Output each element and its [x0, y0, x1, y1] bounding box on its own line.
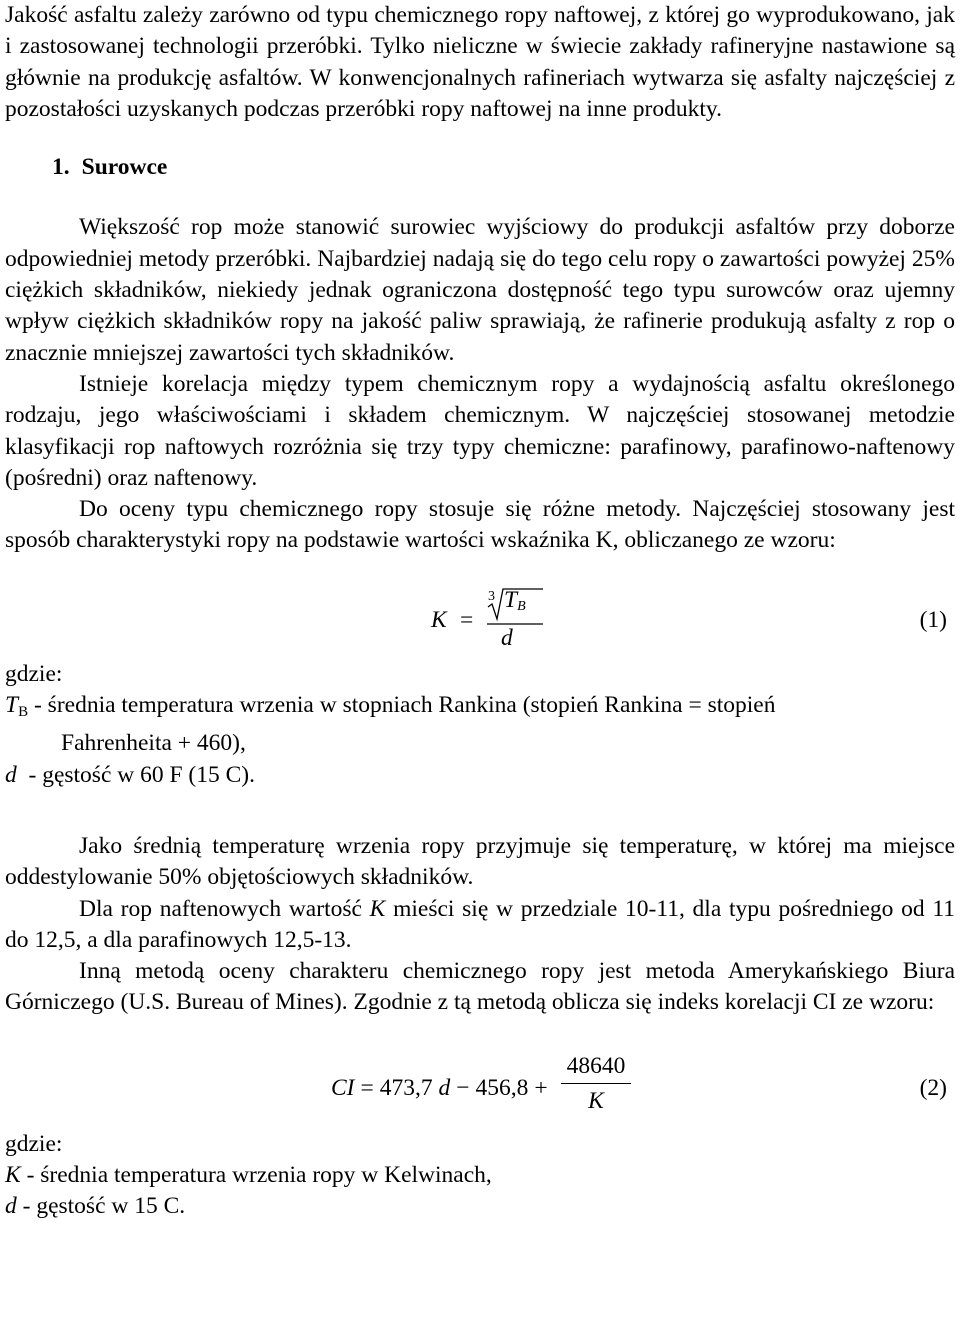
where-1-item-TB: $T_B$ - średnia temperatura wrzenia w stopniach Rankina (stopień Rankina = stopień: [5, 692, 776, 721]
intro-paragraph: Jakość asfaltu zależy zarówno od typu chemicznego ropy naftowej, z której go wyprodukowano, jak i zastosowanej technologii przeróbki. Tylko nieliczne w świecie zakłady rafineryjne nastawione są głównie na produkcję asfaltów. W konwencjonalnych rafineriach wytwarza się asfalty najczęściej z pozostałości uzyskanych podczas przeróbki ropy naftowej na inne produkty.: [5, 2, 955, 122]
section-heading: [5, 152, 955, 183]
where-2: [5, 1129, 955, 1223]
where-2-item-d: d - gęstość w 15 C.: [5, 1193, 186, 1220]
paragraph-3: Do oceny typu chemicznego ropy stosuje się różne metody. Najczęściej stosowany jest sposób charakterystyki ropy na podstawie wartości wskaźnika K, obliczanego ze wzoru:: [5, 496, 955, 554]
formula-1-root-index: 3: [488, 588, 495, 604]
formula-2-fraction: 48640 K: [561, 1051, 631, 1118]
document-page: [5, 0, 955, 1223]
where-2-item-K: K - średnia temperatura wrzenia ropy w Kelwinach,: [5, 1162, 492, 1189]
paragraph-1: Większość rop może stanowić surowiec wyjściowy do produkcji asfaltów przy doborze odpowiedniej metody przeróbki. Najbardziej nadają się do tego celu ropy o zawartości powyżej 25% ciężkich składników, niekiedy jednak ograniczona dostępność tego typu surowców oraz ujemny wpływ ciężkich składników ropy na jakość paliw sprawiają, że rafinerie produkują asfalty z rop o znacznie mniejszej zawartości tych składników.: [5, 214, 955, 366]
paragraph-6: Inną metodą oceny charakteru chemicznego ropy jest metoda Amerykańskiego Biura Górniczego (U.S. Bureau of Mines). Zgodnie z tą metodą oblicza się indeks korelacji CI ze wzoru:: [5, 958, 955, 1016]
formula-1-number: (1): [919, 606, 947, 633]
where-1-label: gdzie:: [5, 660, 63, 687]
paragraph-5: Dla rop naftenowych wartość K mieści się w przedziale 10-11, dla typu pośredniego od 11 do 12,5, a dla parafinowych 12,5-13.: [5, 895, 955, 953]
where-1: [5, 659, 955, 791]
section-number: 1.: [52, 154, 70, 181]
section-title: Surowce: [81, 154, 168, 181]
where-2-label: gdzie:: [5, 1130, 63, 1157]
formula-2-number: (2): [919, 1074, 947, 1101]
formula-1-TB: $T_B$: [504, 586, 526, 614]
paragraph-4: Jako średnią temperaturę wrzenia ropy przyjmuje się temperaturę, w której ma miejsce oddestylowanie 50% objętościowych składników.: [5, 832, 955, 891]
where-1-item-d: d - gęstość w 60 F (15 C).: [5, 761, 255, 788]
formula-1-equals: =: [460, 606, 474, 633]
formula-1-denominator: d: [501, 624, 513, 651]
formula-1-lhs: K: [431, 606, 447, 633]
formula-1: [5, 583, 955, 659]
formula-2-lhs: CI = 473,7 d − 456,8 +: [331, 1074, 548, 1101]
where-1-item-TB-cont: Fahrenheita + 460),: [61, 730, 246, 757]
formula-2: [5, 1051, 955, 1129]
paragraph-2: Istnieje korelacja między typem chemicznym ropy a wydajnością asfaltu określonego rodzaju, jego właściwościami i składem chemicznym. W najczęściej stosowanej metodzie klasyfikacji rop naftowych rozróżnia się trzy typy chemiczne: parafinowy, parafinowo-naftenowy (pośredni) oraz naftenowy.: [5, 370, 955, 491]
